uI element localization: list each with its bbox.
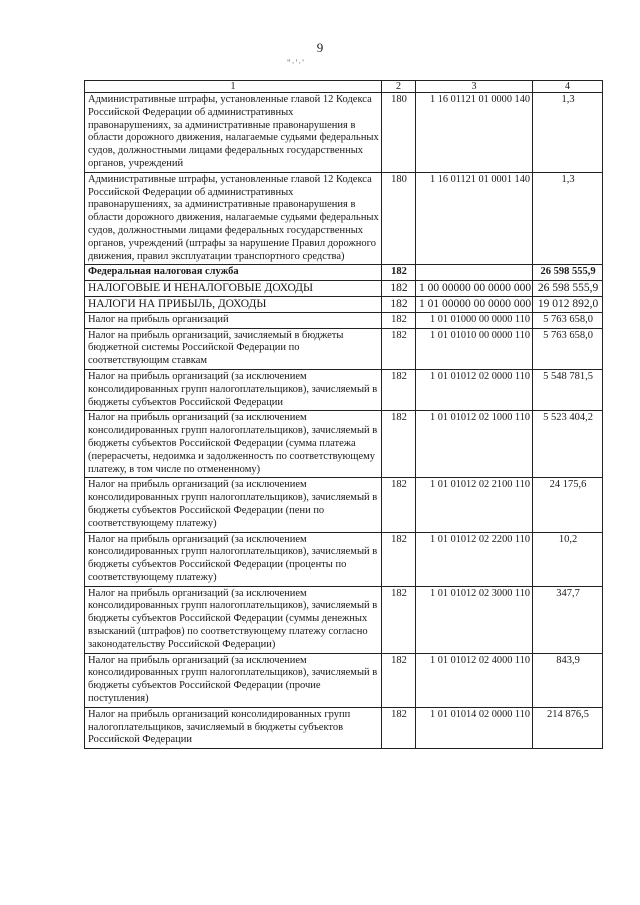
cell-admin-code: 182 [382,312,416,328]
table-row [85,411,603,478]
cell-kbk [416,265,533,281]
table-row [85,172,603,265]
cell-amount: 1,3 [533,172,603,265]
table-row [85,369,603,410]
table-row [85,653,603,707]
cell-name: Административные штрафы, установленные главой 12 Кодекса Российской Федерации об административных правонарушениях, за административные правонарушения в области дорожного движения, налагаемые судьями федеральных судов, должностными лицами федеральных государственных органов, учреждений (штрафы за нарушение Правил дорожного движения, правил эксплуатации транспортного средства) [85,172,382,265]
cell-amount: 843,9 [533,653,603,707]
column-header-admin-code: 2 [382,81,416,93]
cell-name: Налог на прибыль организаций [85,312,382,328]
cell-admin-code: 182 [382,532,416,586]
cell-admin-code: 182 [382,707,416,748]
cell-admin-code: 180 [382,93,416,173]
cell-name: НАЛОГОВЫЕ И НЕНАЛОГОВЫЕ ДОХОДЫ [85,281,382,297]
cell-kbk: 1 01 01012 02 2200 110 [416,532,533,586]
cell-kbk: 1 16 01121 01 0000 140 [416,93,533,173]
table-row [85,707,603,748]
cell-amount: 24 175,6 [533,478,603,532]
cell-kbk: 1 01 01000 00 0000 110 [416,312,533,328]
cell-admin-code: 182 [382,296,416,312]
cell-kbk: 1 01 01012 02 3000 110 [416,586,533,653]
header-row [85,81,603,93]
cell-name: Налог на прибыль организаций (за исключением консолидированных групп налогоплательщиков), зачисляемый в бюджеты субъектов Российской Федерации (сумма платежа (перерасчеты, недоимка и задолженность по соответствующему платежу, в том числе по отмененному) [85,411,382,478]
cell-amount: 19 012 892,0 [533,296,603,312]
cell-name: Федеральная налоговая служба [85,265,382,281]
cell-kbk: 1 01 01012 02 2100 110 [416,478,533,532]
cell-amount: 10,2 [533,532,603,586]
cell-kbk: 1 00 00000 00 0000 000 [416,281,533,297]
cell-name: НАЛОГИ НА ПРИБЫЛЬ, ДОХОДЫ [85,296,382,312]
cell-amount: 26 598 555,9 [533,281,603,297]
cell-amount: 5 763 658,0 [533,312,603,328]
table-row [85,312,603,328]
table-row [85,265,603,281]
cell-amount: 5 763 658,0 [533,328,603,369]
cell-admin-code: 182 [382,369,416,410]
stamp-mark: "·'·' [287,58,305,68]
cell-name: Налог на прибыль организаций (за исключением консолидированных групп налогоплательщиков), зачисляемый в бюджеты субъектов Российской Федерации (прочие поступления) [85,653,382,707]
cell-name: Налог на прибыль организаций (за исключением консолидированных групп налогоплательщиков), зачисляемый в бюджеты субъектов Российской Федерации (суммы денежных взысканий (штрафов) по соответствующему платежу согласно законодательству Российской Федерации) [85,586,382,653]
column-header-amount: 4 [533,81,603,93]
cell-name: Налог на прибыль организаций (за исключением консолидированных групп налогоплательщиков), зачисляемый в бюджеты субъектов Российской Федерации [85,369,382,410]
table-row [85,93,603,173]
cell-name: Налог на прибыль организаций, зачисляемый в бюджеты бюджетной системы Российской Федерации по соответствующим ставкам [85,328,382,369]
cell-admin-code: 180 [382,172,416,265]
cell-kbk: 1 01 01014 02 0000 110 [416,707,533,748]
cell-kbk: 1 01 01010 00 0000 110 [416,328,533,369]
column-header-name: 1 [85,81,382,93]
cell-name: Налог на прибыль организаций (за исключением консолидированных групп налогоплательщиков), зачисляемый в бюджеты субъектов Российской Федерации (проценты по соответствующему платежу) [85,532,382,586]
cell-name: Налог на прибыль организаций (за исключением консолидированных групп налогоплательщиков), зачисляемый в бюджеты субъектов Российской Федерации (пени по соответствующему платежу) [85,478,382,532]
cell-kbk: 1 01 01012 02 0000 110 [416,369,533,410]
table-row [85,281,603,297]
cell-kbk: 1 01 01012 02 4000 110 [416,653,533,707]
cell-amount: 26 598 555,9 [533,265,603,281]
cell-name: Административные штрафы, установленные главой 12 Кодекса Российской Федерации об административных правонарушениях, за административные правонарушения в области дорожного движения, налагаемые судьями федеральных судов, должностными лицами федеральных государственных органов, учреждений [85,93,382,173]
cell-amount: 347,7 [533,586,603,653]
cell-admin-code: 182 [382,653,416,707]
cell-amount: 5 523 404,2 [533,411,603,478]
table-row [85,296,603,312]
cell-kbk: 1 01 00000 00 0000 000 [416,296,533,312]
table-row [85,478,603,532]
cell-admin-code: 182 [382,586,416,653]
revenue-table [84,80,603,749]
table-row [85,328,603,369]
cell-amount: 5 548 781,5 [533,369,603,410]
table-row [85,586,603,653]
column-header-kbk: 3 [416,81,533,93]
page-number: 9 [316,40,324,55]
cell-kbk: 1 16 01121 01 0001 140 [416,172,533,265]
cell-kbk: 1 01 01012 02 1000 110 [416,411,533,478]
cell-amount: 1,3 [533,93,603,173]
cell-admin-code: 182 [382,265,416,281]
table-row [85,532,603,586]
cell-name: Налог на прибыль организаций консолидированных групп налогоплательщиков, зачисляемый в бюджеты субъектов Российской Федерации [85,707,382,748]
cell-amount: 214 876,5 [533,707,603,748]
cell-admin-code: 182 [382,281,416,297]
cell-admin-code: 182 [382,411,416,478]
cell-admin-code: 182 [382,478,416,532]
table-body [85,93,603,749]
cell-admin-code: 182 [382,328,416,369]
